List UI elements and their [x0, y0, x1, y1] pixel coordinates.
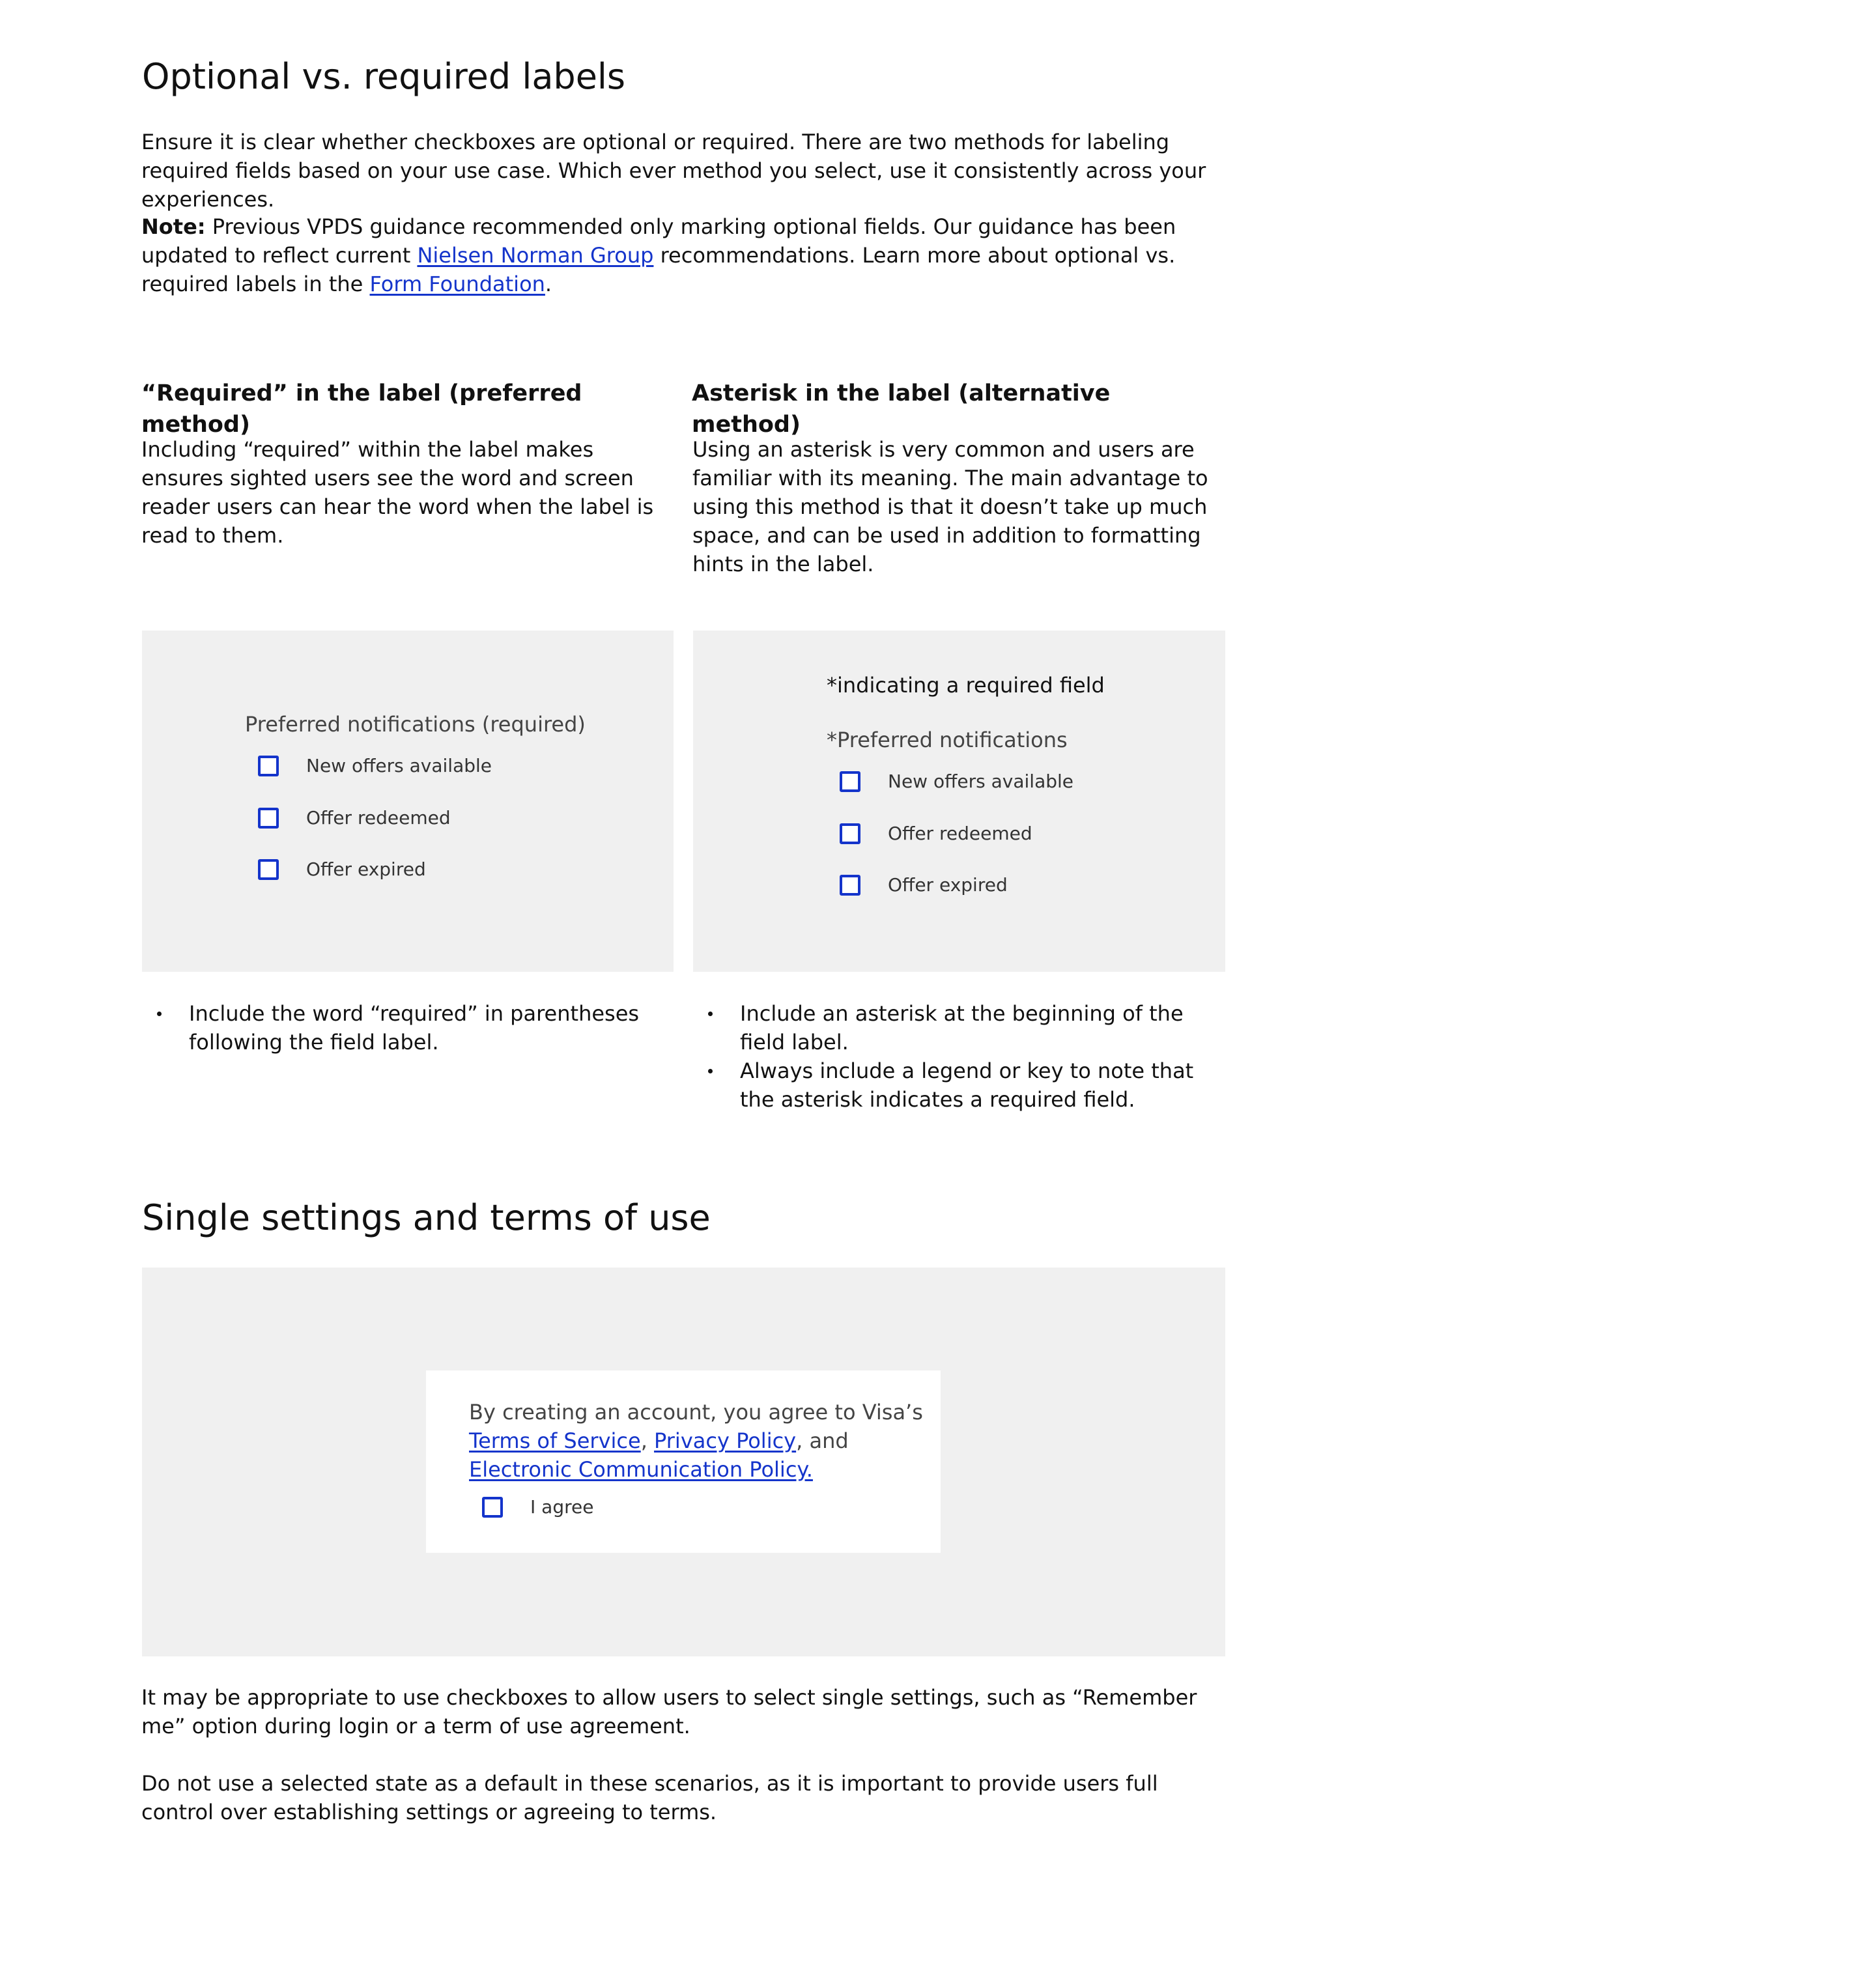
preferred-field-label: Preferred notifications (required)	[245, 712, 586, 737]
checkbox-option[interactable]	[258, 805, 451, 831]
checkbox-label: New offers available	[306, 755, 492, 776]
agree-checkbox-option[interactable]	[482, 1494, 593, 1520]
note-text: .	[545, 272, 552, 296]
preferred-guidelines-list	[141, 999, 649, 1056]
checkbox[interactable]	[258, 808, 279, 829]
terms-card	[426, 1370, 941, 1553]
privacy-policy-link[interactable]: Privacy Policy	[654, 1428, 797, 1453]
terms-text	[469, 1398, 925, 1484]
form-foundation-link[interactable]: Form Foundation	[369, 272, 545, 296]
checkbox-option[interactable]	[840, 821, 1032, 847]
terms-example-panel	[142, 1268, 1225, 1656]
list-item: Include the word “required” in parentheses following the field label.	[141, 999, 649, 1056]
list-item: Include an asterisk at the beginning of the field label.	[692, 999, 1220, 1056]
terms-intro: By creating an account, you agree to Visa’s	[469, 1400, 923, 1425]
terms-of-service-link[interactable]: Terms of Service	[469, 1428, 641, 1453]
note-text: recommendations. Learn more about optional vs. required labels in the	[141, 243, 1176, 296]
note-label: Note:	[141, 214, 206, 239]
checkbox-label: Offer expired	[888, 874, 1008, 896]
checkbox[interactable]	[840, 771, 860, 792]
checkbox[interactable]	[258, 756, 279, 776]
nielsen-norman-group-link[interactable]: Nielsen Norman Group	[417, 243, 654, 268]
checkbox-option[interactable]	[840, 872, 1008, 898]
note-paragraph	[141, 212, 1223, 298]
checkbox-label: Offer redeemed	[888, 823, 1032, 844]
alternative-field-label: *Preferred notifications	[827, 728, 1068, 752]
checkbox[interactable]	[840, 823, 860, 844]
checkbox[interactable]	[258, 859, 279, 880]
section-title-single-settings: Single settings and terms of use	[142, 1197, 711, 1238]
checkbox-option[interactable]	[258, 753, 492, 779]
preferred-example-panel	[142, 631, 674, 972]
checkbox-option[interactable]	[840, 769, 1073, 795]
alternative-method-title: Asterisk in the label (alternative method)	[692, 380, 1111, 438]
alternative-example-panel	[693, 631, 1225, 972]
single-settings-paragraph: It may be appropriate to use checkboxes to allow users to select single settings, such as “Remember me” option during login or a term of use agreement.	[141, 1685, 1197, 1738]
checkbox-label: Offer redeemed	[306, 807, 451, 829]
checkbox-option[interactable]	[258, 857, 426, 883]
terms-separator: , and	[796, 1428, 849, 1453]
checkbox[interactable]	[840, 875, 860, 896]
required-legend: *indicating a required field	[827, 673, 1105, 698]
checkbox-label: New offers available	[888, 771, 1074, 792]
note-text: Previous VPDS guidance recommended only marking optional fields. Our guidance has been updated to reflect current	[141, 214, 1176, 268]
electronic-communication-policy-link[interactable]: Electronic Communication Policy.	[469, 1457, 813, 1482]
section-title-optional-required: Optional vs. required labels	[142, 56, 626, 97]
preferred-method-description: Including “required” within the label makes ensures sighted users see the word and screen reader users can hear the word when the label is read to them.	[141, 437, 654, 548]
terms-separator: ,	[640, 1428, 655, 1453]
agree-label: I agree	[530, 1496, 594, 1518]
checkbox-label: Offer expired	[306, 858, 426, 880]
default-state-paragraph: Do not use a selected state as a default in these scenarios, as it is important to provide users full control over establishing settings or agreeing to terms.	[141, 1771, 1158, 1824]
preferred-method-title: “Required” in the label (preferred method)	[141, 380, 582, 438]
intro-paragraph: Ensure it is clear whether checkboxes are optional or required. There are two methods for labeling required fields based on your use case. Which ever method you select, use it consistently across your experiences.	[141, 130, 1206, 212]
list-item: Always include a legend or key to note that the asterisk indicates a required field.	[692, 1056, 1220, 1114]
agree-checkbox[interactable]	[482, 1497, 503, 1518]
alternative-method-description: Using an asterisk is very common and users are familiar with its meaning. The main advantage to using this method is that it doesn’t take up much space, and can be used in addition to formatting hints in the label.	[692, 437, 1208, 576]
alternative-guidelines-list	[692, 999, 1220, 1114]
